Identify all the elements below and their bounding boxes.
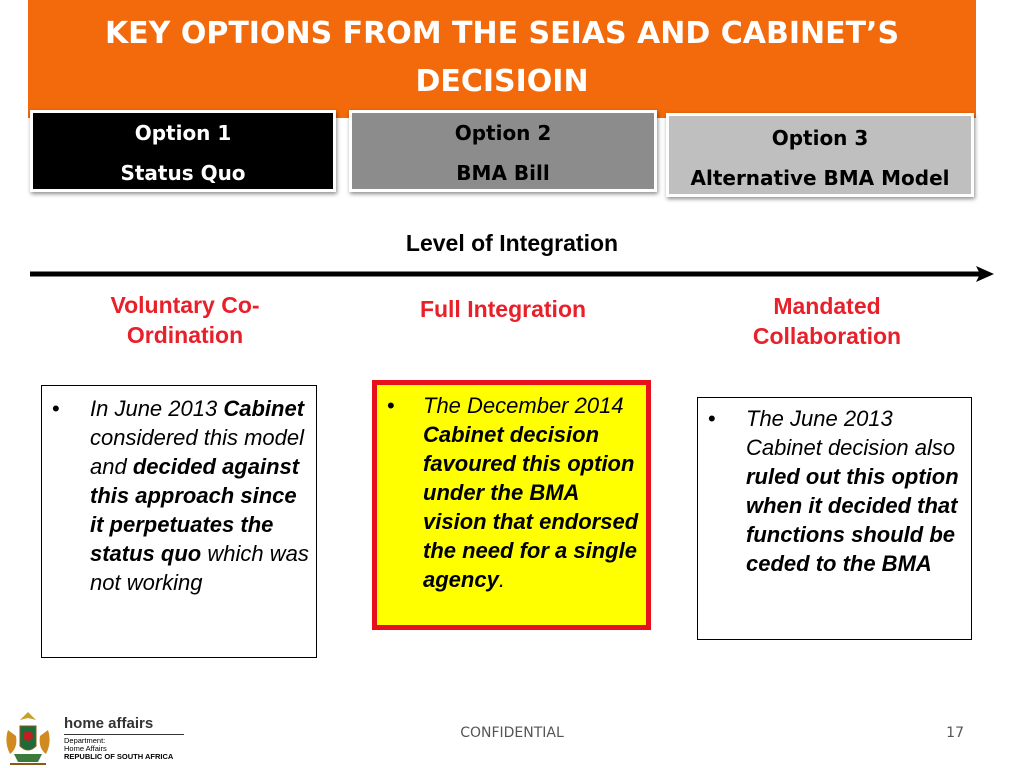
logo-brand: home affairs	[64, 715, 154, 732]
text-run-bold: Cabinet decision favoured this option under the BMA vision that endorsed the need for a single agency	[423, 422, 639, 592]
title-line-1: KEY OPTIONS FROM THE SEIAS AND CABINET’S	[104, 16, 900, 51]
page-title	[28, 0, 976, 106]
logo-line-1: Department:	[64, 736, 106, 745]
text-run: In June 2013	[90, 396, 224, 421]
column-heading-mandated	[700, 291, 954, 351]
list-item	[42, 394, 310, 597]
option-3-description-box	[697, 397, 972, 640]
heading-line: Ordination	[126, 322, 244, 348]
option-1-card	[30, 110, 336, 192]
column-heading-voluntary	[60, 290, 310, 350]
heading-line: Voluntary Co-	[110, 292, 260, 318]
title-line-2: DECISIOIN	[415, 64, 589, 99]
text-run-bold: Cabinet	[223, 396, 305, 421]
text-run-bold: decided against this approach since it perpetuates the status quo	[90, 454, 300, 566]
text-run: The December 2014	[423, 393, 624, 418]
option-2-card	[349, 110, 657, 192]
option-1-description-box	[41, 385, 317, 658]
option-3-number: Option 3	[771, 126, 869, 150]
axis-label: Level of Integration	[405, 230, 619, 256]
integration-arrow-icon	[30, 262, 994, 286]
list-item	[698, 404, 965, 578]
column-heading-full-integration	[378, 294, 628, 324]
list-item	[377, 391, 640, 594]
logo-line-2: Home Affairs	[64, 744, 107, 753]
option-3-name: Alternative BMA Model	[690, 166, 950, 190]
bullet-icon: •	[387, 393, 395, 418]
heading-line: Mandated	[773, 293, 881, 319]
text-run: .	[498, 567, 505, 592]
text-run: which was not working	[90, 541, 309, 595]
text-run: considered this model and	[90, 425, 305, 479]
heading-line: Full Integration	[419, 296, 587, 322]
option-3-card	[666, 113, 974, 197]
option-1-number: Option 1	[134, 121, 232, 145]
text-run-bold: ruled out this option when it decided that functions should be ceded to the BMA	[746, 464, 959, 576]
text-run: The June 2013 Cabinet decision also	[746, 406, 956, 460]
option-2-name: BMA Bill	[456, 161, 550, 185]
title-banner	[28, 0, 976, 118]
page-number: 17	[946, 725, 964, 741]
heading-line: Collaboration	[752, 323, 902, 349]
option-1-name: Status Quo	[120, 161, 246, 185]
option-2-number: Option 2	[454, 121, 552, 145]
logo-line-3: REPUBLIC OF SOUTH AFRICA	[64, 752, 174, 761]
confidential-label: CONFIDENTIAL	[460, 725, 564, 741]
bullet-icon: •	[708, 406, 716, 431]
bullet-icon: •	[52, 396, 60, 421]
option-2-description-box	[372, 380, 651, 630]
